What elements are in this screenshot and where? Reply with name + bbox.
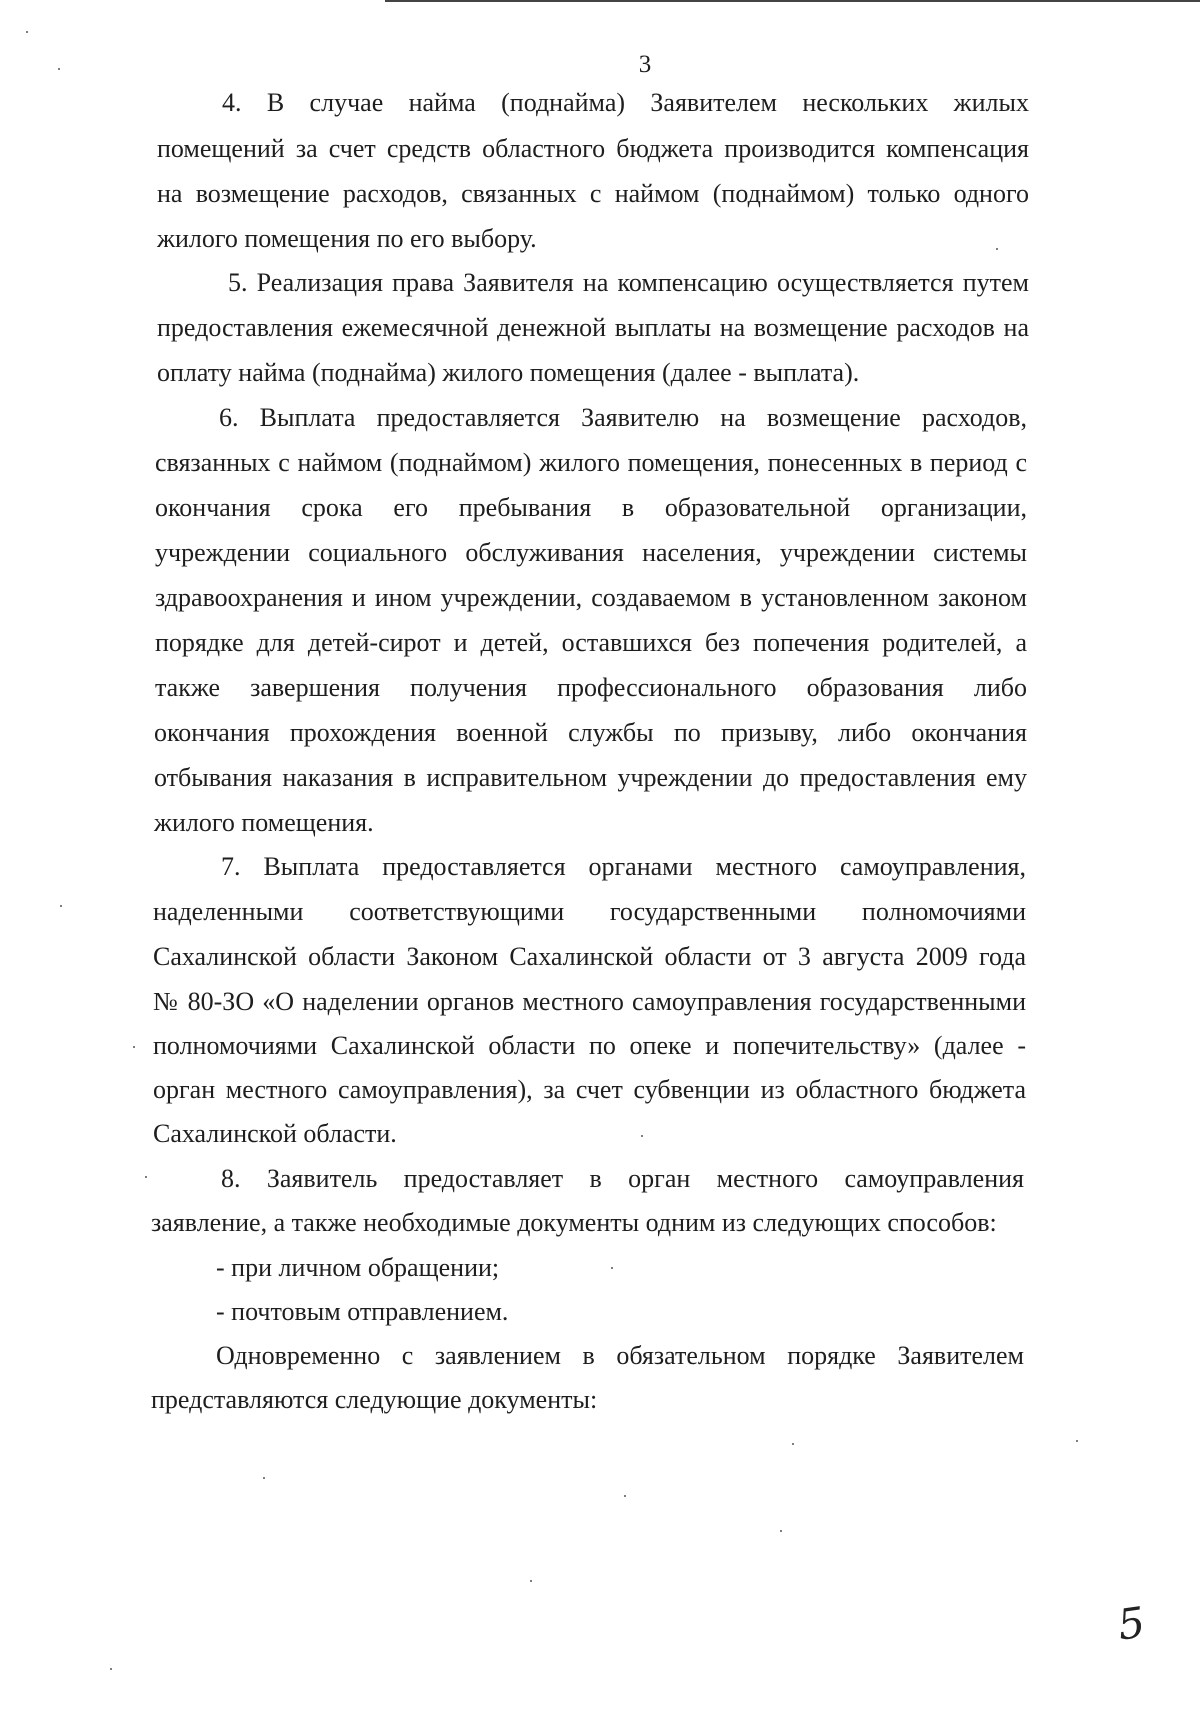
text-line: Сахалинской области Законом Сахалинской области от 3 августа 2009 года [153, 942, 1026, 971]
text-line: № 80-ЗО «О наделении органов местного самоуправления государственными [153, 987, 1026, 1016]
text-line: отбывания наказания в исправительном учреждении до предоставления ему [154, 763, 1027, 792]
scan-speck [58, 68, 60, 70]
text-line: оплату найма (поднайма) жилого помещения (далее - выплата). [157, 358, 860, 387]
text-line: окончания срока его пребывания в образовательной организации, [155, 493, 1027, 522]
scan-speck [263, 1477, 265, 1479]
handwritten-page-number: 5 [1114, 1597, 1148, 1650]
scan-speck [780, 1530, 782, 1532]
scan-speck [60, 905, 62, 907]
text-line: орган местного самоуправления), за счет субвенции из областного бюджета [153, 1075, 1026, 1104]
scan-speck [624, 1495, 626, 1497]
text-line: заявление, а также необходимые документы одним из следующих способов: [151, 1208, 997, 1237]
text-line: представляются следующие документы: [151, 1385, 598, 1414]
text-line: жилого помещения. [154, 808, 374, 837]
text-line: - почтовым отправлением. [216, 1297, 509, 1326]
text-line: жилого помещения по его выбору. [157, 224, 537, 253]
text-line: 7. Выплата предоставляется органами местного самоуправления, [221, 852, 1026, 881]
text-line: 5. Реализация права Заявителя на компенсацию осуществляется путем [228, 268, 1029, 297]
scan-speck [641, 1135, 643, 1137]
text-line: - при личном обращении; [216, 1253, 500, 1282]
text-line: учреждении социального обслуживания населения, учреждении системы [155, 538, 1027, 567]
scan-speck [1076, 1440, 1078, 1442]
text-line: Одновременно с заявлением в обязательном порядке Заявителем [216, 1341, 1024, 1370]
page-number: 3 [638, 51, 652, 78]
text-line: окончания прохождения военной службы по призыву, либо окончания [154, 718, 1027, 747]
text-line: полномочиями Сахалинской области по опеке и попечительству» (далее - [153, 1031, 1026, 1060]
scan-speck [996, 248, 998, 250]
scan-speck [26, 31, 28, 33]
text-line: 4. В случае найма (поднайма) Заявителем нескольких жилых [222, 88, 1029, 117]
text-line: 8. Заявитель предоставляет в орган местного самоуправления [221, 1164, 1024, 1193]
scan-speck [110, 1668, 112, 1670]
scan-speck [133, 1046, 135, 1048]
text-line: наделенными соответствующими государственными полномочиями [153, 897, 1026, 926]
text-line: помещений за счет средств областного бюджета производится компенсация [157, 134, 1029, 163]
text-line: также завершения получения профессионального образования либо [155, 673, 1027, 702]
text-line: связанных с наймом (поднаймом) жилого помещения, понесенных в период с [155, 448, 1027, 477]
scan-speck [792, 1443, 794, 1445]
scan-speck [145, 1176, 147, 1178]
text-line: 6. Выплата предоставляется Заявителю на возмещение расходов, [219, 403, 1027, 432]
text-line: порядке для детей-сирот и детей, оставшихся без попечения родителей, а [155, 628, 1027, 657]
scan-speck [611, 1267, 613, 1269]
text-line: на возмещение расходов, связанных с наймом (поднаймом) только одного [157, 179, 1029, 208]
text-line: Сахалинской области. [153, 1119, 397, 1148]
text-line: предоставления ежемесячной денежной выплаты на возмещение расходов на [157, 313, 1029, 342]
text-line: здравоохранения и ином учреждении, создаваемом в установленном законом [155, 583, 1027, 612]
scan-speck [530, 1580, 532, 1582]
